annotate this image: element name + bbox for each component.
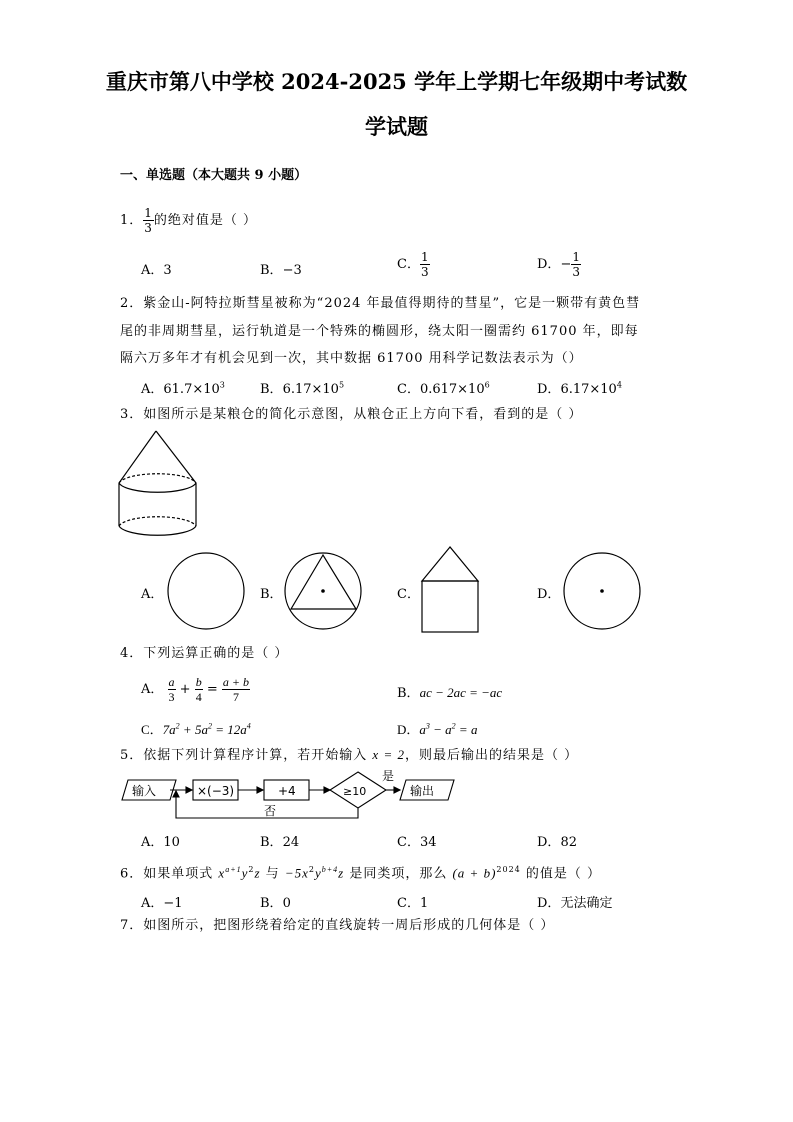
q1-option-b[interactable]: B．−3 <box>260 263 302 278</box>
q6-option-a[interactable]: A．−1 <box>141 896 183 911</box>
flowchart <box>118 768 478 824</box>
question-1 <box>120 206 257 235</box>
q1-option-a[interactable]: A．3 <box>141 263 172 278</box>
q3-option-d[interactable]: D． <box>537 587 561 602</box>
q5-option-c[interactable]: C．34 <box>397 835 437 850</box>
condition-label: ≥10 <box>343 785 367 798</box>
q3-option-a[interactable]: A． <box>141 587 164 602</box>
q2-option-a[interactable]: A．$61.7\times 10^3$ <box>141 380 225 397</box>
top-ellipse-back <box>119 474 196 483</box>
question-6: 6．如果单项式 $x^{a+1}y^2z$ 与 $-5x^2y^{b+4}z$ 是同类项，那么 $(a + b)^{2024}$ 的值是（ ） <box>120 865 602 882</box>
top-ellipse-front <box>119 483 196 492</box>
question-text: 的绝对值是（ ） <box>153 213 258 228</box>
q4-option-a[interactable]: A． $\frac{a}{3}$ + $\frac{b}{4}$ = $\frac{a + b}{7}$ <box>141 675 250 704</box>
q1-option-c[interactable]: C． $\frac{1}{3}$ <box>397 250 429 279</box>
q4-option-b[interactable]: B．ac − 2ac = −ac <box>397 685 503 701</box>
multiply-label: ×(−3) <box>197 784 235 798</box>
page-title-line2: 学试题 <box>365 114 428 139</box>
input-label: 输入 <box>132 784 157 798</box>
question-number: 1． <box>120 213 144 228</box>
q2-option-b[interactable]: B．$6.17\times 10^5$ <box>260 380 345 397</box>
question-7: 7．如图所示，把图形绕着给定的直线旋转一周后形成的几何体是（ ） <box>120 918 555 933</box>
q2-option-c[interactable]: C．$0.617\times 10^6$ <box>397 380 490 397</box>
question-3: 3．如图所示是某粮仓的简化示意图，从粮仓正上方向下看，看到的是（ ） <box>120 407 583 422</box>
q3-option-c[interactable]: C． <box>397 587 420 602</box>
question-2-line3: 隔六万多年才有机会见到一次，其中数据 61700 用科学记数法表示为（） <box>120 351 583 366</box>
cone-right-edge <box>156 431 196 483</box>
q5-option-b[interactable]: B．24 <box>260 835 300 850</box>
q3-option-b[interactable]: B． <box>260 587 283 602</box>
q2-option-d[interactable]: D．$6.17\times 10^4$ <box>537 380 622 397</box>
question-2-line2: 尾的非周期彗星，运行轨道是一个特殊的椭圆形，绕太阳一圈需约 61700 年，即每 <box>120 324 639 339</box>
question-5: 5．依据下列计算程序计算，若开始输入 x = 2，则最后输出的结果是（ ） <box>120 747 579 763</box>
granary-figure <box>110 426 210 538</box>
output-label: 输出 <box>410 784 435 798</box>
add-label: +4 <box>278 784 296 798</box>
q4-option-d[interactable]: D．$a^3 - a^2 = a$ <box>397 721 478 737</box>
option-b-circle-triangle-figure[interactable] <box>281 551 365 631</box>
q6-option-d[interactable]: D．无法确定 <box>537 896 613 911</box>
q5-option-a[interactable]: A．10 <box>141 835 180 850</box>
fraction: $\frac{1}{3}$ <box>144 206 153 235</box>
q4-option-c[interactable]: C．$7a^2 + 5a^2 = 12a^4$ <box>141 721 251 737</box>
q5-option-d[interactable]: D．82 <box>537 835 577 850</box>
page-title-line1: 重庆市第八中学校 2024-2025 学年上学期七年级期中考试数 <box>105 69 688 94</box>
q6-option-c[interactable]: C．1 <box>397 896 429 911</box>
bottom-ellipse-front <box>119 526 196 535</box>
section-heading: 一、单选题（本大题共 9 小题） <box>120 168 308 183</box>
q6-option-b[interactable]: B．0 <box>260 896 291 911</box>
option-c-house-figure[interactable] <box>418 545 482 635</box>
option-d-circle-dot-figure[interactable] <box>560 551 644 631</box>
yes-label: 是 <box>382 769 395 783</box>
q1-option-d[interactable]: D．− $\frac{1}{3}$ <box>537 250 580 279</box>
option-a-circle-figure[interactable] <box>164 551 248 631</box>
bottom-ellipse-back <box>119 517 196 526</box>
no-label: 否 <box>264 804 277 818</box>
question-4: 4．下列运算正确的是（ ） <box>120 646 289 661</box>
question-2-line1: 2．紫金山-阿特拉斯彗星被称为“2024 年最值得期待的彗星”，它是一颗带有黄色彗 <box>120 296 641 311</box>
